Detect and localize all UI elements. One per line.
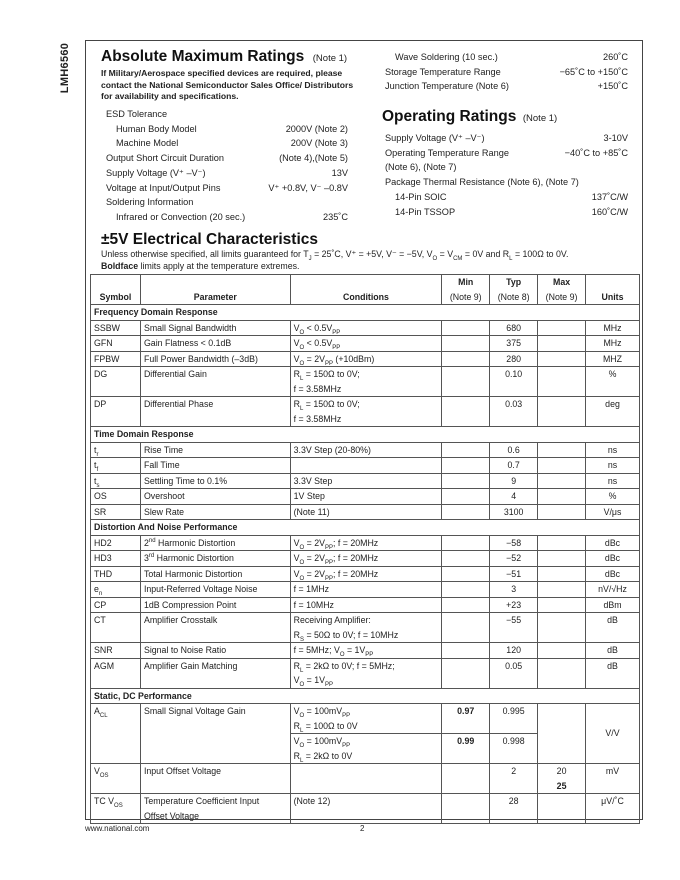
- abs-max-value: (Note 4),(Note 5): [279, 153, 348, 164]
- section-time: Time Domain Response: [91, 427, 640, 443]
- op-rating-label: (Note 6), (Note 7): [385, 162, 457, 173]
- table-row: CP 1dB Compression Point f = 10MHz +23 dBm: [91, 597, 640, 613]
- table-row: HD3 3rd Harmonic Distortion $V_O = 2V_{PP}$; f = 20MHz −52 dBc: [91, 551, 640, 567]
- footer-website: www.national.com: [85, 824, 150, 833]
- op-rating-value: 137˚C/W: [591, 191, 628, 202]
- op-rating-label: 14-Pin SOIC: [395, 191, 447, 202]
- table-row: THD Total Harmonic Distortion $V_O = 2V_{PP}$; f = 20MHz −51 dBc: [91, 566, 640, 582]
- abs-max-title: Absolute Maximum Ratings: [101, 48, 305, 65]
- abs-max-label: Output Short Circuit Duration: [106, 153, 224, 164]
- table-row: $t_r$ Rise Time 3.3V Step (20-80%) 0.6 ns: [91, 442, 640, 458]
- op-rating-value: 160˚C/W: [591, 206, 628, 217]
- header-max: Max (Note 9): [538, 275, 586, 305]
- abs-max-item: [106, 183, 348, 198]
- abs-max-right-label: Junction Temperature (Note 6): [385, 81, 509, 91]
- table-row: $e_n$ Input-Referred Voltage Noise f = 1MHz 3 nV/√Hz: [91, 582, 640, 598]
- abs-max-item: [106, 168, 348, 183]
- op-ratings-note: (Note 1): [522, 113, 558, 124]
- part-number: LMH6560: [59, 42, 72, 94]
- table-row: FPBW Full Power Bandwidth (–3dB) $V_O = 2V_{PP}$ (+10dBm) 280 MHZ: [91, 351, 640, 367]
- table-row: $t_s$ Settling Time to 0.1% 3.3V Step 9 ns: [91, 473, 640, 489]
- abs-max-value: 13V: [331, 167, 348, 178]
- abs-max-label: Infrared or Convection (20 sec.): [116, 211, 246, 222]
- op-rating-item: [385, 133, 628, 148]
- table-row: HD2 2nd Harmonic Distortion $V_O = 2V_{PP}$; f = 20MHz −58 dBc: [91, 535, 640, 551]
- op-ratings-heading: [382, 108, 557, 126]
- abs-max-label: Soldering Information: [106, 197, 194, 208]
- op-rating-value: −40˚C to +85˚C: [564, 147, 628, 158]
- abs-max-right-label: Wave Soldering (10 sec.): [395, 52, 498, 62]
- abs-max-value: V⁺ +0.8V, V⁻ –0.8V: [268, 182, 348, 193]
- abs-max-right-label: Storage Temperature Range: [385, 66, 501, 77]
- abs-max-right-value: 260˚C: [602, 52, 628, 62]
- abs-max-item: [106, 153, 348, 168]
- op-rating-label: 14-Pin TSSOP: [395, 206, 456, 217]
- op-rating-label: Operating Temperature Range: [385, 147, 509, 158]
- section-static: Static, DC Performance: [91, 688, 640, 704]
- abs-max-item: [106, 212, 348, 227]
- table-row: TC $V_{OS}$ Temperature Coefficient Input Offset Voltage (Note 12) 28 μV/˚C: [91, 794, 640, 824]
- abs-max-right-value: −65˚C to +150˚C: [559, 66, 628, 77]
- abs-max-value: 2000V (Note 2): [285, 123, 348, 134]
- op-rating-label: Supply Voltage (V⁺ –V⁻): [385, 133, 485, 143]
- section-frequency: Frequency Domain Response: [91, 305, 640, 321]
- section-distortion: Distortion And Noise Performance: [91, 520, 640, 536]
- op-ratings-title: Operating Ratings: [382, 108, 517, 125]
- table-row: $V_{OS}$ Input Offset Voltage 2 20 25 mV: [91, 764, 640, 794]
- abs-max-label: Human Body Model: [116, 123, 197, 134]
- table-row: DP Differential Phase $R_L = 150\Omega$ to 0V; f = 3.58MHz 0.03 deg: [91, 397, 640, 427]
- abs-max-right-item: [385, 67, 628, 82]
- abs-max-label: Voltage at Input/Output Pins: [106, 182, 221, 193]
- header-typ: Typ (Note 8): [490, 275, 538, 305]
- table-row: DG Differential Gain $R_L = 150\Omega$ to 0V; f = 3.58MHz 0.10 %: [91, 367, 640, 397]
- footer-page-number: 2: [360, 824, 365, 833]
- abs-max-right-item: [385, 52, 628, 67]
- abs-max-item: [106, 197, 348, 212]
- header-parameter: Parameter: [140, 275, 290, 305]
- abs-max-label: Machine Model: [116, 138, 179, 149]
- header-units: Units: [586, 275, 640, 305]
- header-conditions: Conditions: [290, 275, 442, 305]
- abs-max-right-item: [385, 81, 628, 96]
- table-row: SNR Signal to Noise Ratio f = 5MHz; $V_O = 1V_{PP}$ 120 dB: [91, 643, 640, 659]
- abs-max-value: 235˚C: [322, 211, 348, 222]
- electrical-characteristics-table: [90, 274, 640, 824]
- abs-max-item: [106, 138, 348, 153]
- op-rating-item: [385, 148, 628, 163]
- table-row: $t_f$ Fall Time 0.7 ns: [91, 458, 640, 474]
- table-row: GFN Gain Flatness < 0.1dB $V_O < 0.5V_{PP}$ 375 MHz: [91, 336, 640, 352]
- military-warning: If Military/Aerospace specified devices are required, please contact the National Semiconductor Sales Office/ Distributors for availability and specifications.: [101, 68, 354, 101]
- ec-title: ±5V Electrical Characteristics: [101, 231, 319, 248]
- op-rating-item: [385, 192, 628, 207]
- table-header-row: [91, 275, 640, 305]
- header-symbol: Symbol: [91, 275, 141, 305]
- table-row: CT Amplifier Crosstalk Receiving Amplifier: $R_S = 50\Omega$ to 0V; f = 10MHz −55 dB: [91, 613, 640, 643]
- abs-max-heading: [101, 48, 347, 66]
- op-rating-item: [385, 207, 628, 222]
- abs-max-note: (Note 1): [312, 53, 348, 64]
- table-row: SR Slew Rate (Note 11) 3100 V/μs: [91, 504, 640, 520]
- abs-max-item: [106, 109, 348, 124]
- ec-description: Unless otherwise specified, all limits guaranteed for $T_J$ = 25˚C, V⁺ = +5V, V⁻ = −5V, $V_O = V_{CM} = 0V$ and $R_L = 100\Omega$ to 0V. Boldface limits apply at the temperature extremes.: [101, 249, 569, 271]
- abs-max-item: [106, 124, 348, 139]
- abs-max-label: Supply Voltage (V⁺ –V⁻): [106, 167, 206, 178]
- datasheet-frame: [85, 40, 643, 820]
- op-rating-value: 3-10V: [603, 133, 628, 143]
- abs-max-label: ESD Tolerance: [106, 109, 168, 119]
- abs-max-value: 200V (Note 3): [290, 138, 348, 149]
- table-row: OS Overshoot 1V Step 4 %: [91, 489, 640, 505]
- abs-max-right-value: +150˚C: [597, 81, 628, 91]
- op-rating-label: Package Thermal Resistance (Note 6), (Note 7): [385, 177, 579, 188]
- header-min: Min (Note 9): [442, 275, 490, 305]
- table-row: AGM Amplifier Gain Matching $R_L = 2k\Omega$ to 0V; f = 5MHz; $V_O = 1V_{PP}$ 0.05 dB: [91, 658, 640, 688]
- table-row: $V_O = 100mV_{PP}$ $R_L = 2k\Omega$ to 0V 0.99 0.998: [91, 734, 640, 764]
- table-row: SSBW Small Signal Bandwidth $V_O < 0.5V_{PP}$ 680 MHz: [91, 320, 640, 336]
- op-rating-item: [385, 162, 628, 177]
- op-rating-item: [385, 177, 628, 192]
- table-row: $A_{CL}$ Small Signal Voltage Gain $V_O = 100mV_{PP}$ $R_L = 100\Omega$ to 0V 0.97 0.995 V/V: [91, 704, 640, 734]
- side-tab: [60, 40, 80, 100]
